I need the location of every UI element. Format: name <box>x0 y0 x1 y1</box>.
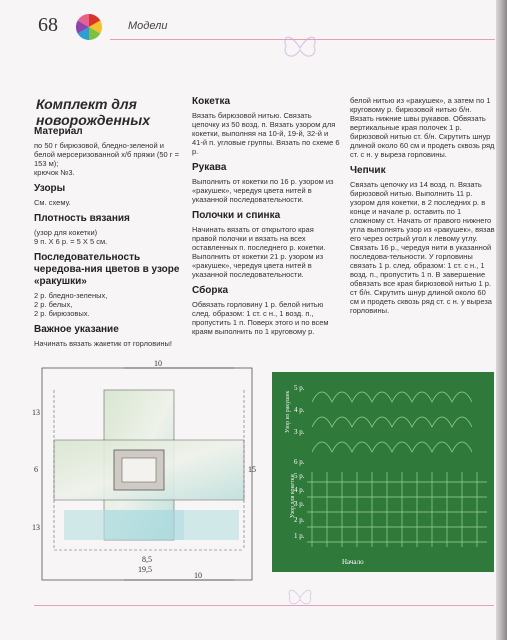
start-label: Начало <box>342 558 364 566</box>
row-label: 4 р. <box>294 406 305 414</box>
row-label: 4 р. <box>294 486 305 494</box>
row-label: 3 р. <box>294 428 305 436</box>
row-label: 5 р. <box>294 384 305 392</box>
text-block <box>34 213 182 246</box>
yarn-ball-logo <box>76 14 102 40</box>
column-bonnet <box>350 96 495 321</box>
block-heading: Плотность вязания <box>34 213 130 224</box>
crochet-chart <box>272 372 494 572</box>
scheme-label-yoke: Узор для кокетки <box>290 474 296 518</box>
text-block <box>192 210 340 279</box>
scheme-label-shells: Узор из ракушек <box>285 390 291 433</box>
block-heading: Полочки и спинка <box>192 210 281 221</box>
dimension-label: 19,5 <box>138 565 152 574</box>
block-heading: Чепчик <box>350 165 386 176</box>
block-heading: Последовательность чередова-ния цветов в узоре «ракушки» <box>34 252 180 287</box>
block-text: Связать цепочку из 14 возд. п. Вязать бирюзовой нитью. Выполнить 11 р. узором для кокетки, в 2 последних р. в конце и начале р. оставить по 1 сложному ст. Начать от правого нижнего угла выполнять узор из «ракушек», вязав его через острый угол к левому углу. Связать 16 р., чередуя нити в указанной последова-тельности. У горловины связать 1 р. след. образом: 1 ст. с н., 1 возд. п., пропустить 1 п. В завершение обвязать все края бирюзовой нитью 1 р. ст б/н. Скрутить шнур длиной около 60 см и продеть сквозь ряд ст. с н. у выреза горловины. <box>350 180 495 315</box>
block-text: по 50 г бирюзовой, бледно-зеленой и белой мерсеризованной х/б пряжи (50 г = 153 м); крючок №3. <box>34 141 179 177</box>
block-text: (узор для кокетки) 9 п. Х 6 р. = 5 Х 5 см. <box>34 228 108 246</box>
text-block <box>350 96 495 159</box>
column-instructions <box>192 96 340 342</box>
text-block <box>34 183 182 207</box>
page-edge <box>496 0 507 640</box>
butterfly-icon <box>280 30 320 66</box>
row-label: 6 р. <box>294 458 305 466</box>
block-text: Начинать вязать жакетик от горловины! <box>34 339 172 348</box>
text-block <box>192 162 340 204</box>
section-label: Модели <box>128 20 168 32</box>
butterfly-icon <box>285 585 315 611</box>
row-label: 3 р. <box>294 500 305 508</box>
dimension-label: 15 <box>248 465 256 474</box>
block-text: См. схему. <box>34 198 71 207</box>
text-block <box>34 126 182 177</box>
row-label: 1 р. <box>294 532 305 540</box>
block-text: Вязать бирюзовой нитью. Связать цепочку из 50 возд. п. Вязать узором для кокетки, выполняя на 10-й, 19-й, 32-й и 41-й п. угловые группы. Вязать по схеме 6 р. <box>192 111 340 156</box>
block-text: Выполнить от кокетки по 16 р. узором из «ракушек», чередуя цвета нитей в указанной последовательности. <box>192 177 334 204</box>
text-block <box>34 324 182 348</box>
block-heading: Материал <box>34 126 83 137</box>
dimension-label: 13 <box>32 523 40 532</box>
block-text: Обвязать горловину 1 р. белой нитью след. образом: 1 ст. с н., 1 возд. п., пропустить 1 п. Поверх этого и по всем краям выполнить по 1 круговому р. <box>192 300 329 336</box>
dimension-label: 13 <box>32 408 40 417</box>
block-text: Начинать вязать от открытого края правой полочки и вязать на всех оставленных п. последнего р. кокетки. Выполнить от кокетки 21 р. узором из «ракушек», чередуя цвета нитей в указанной последовательности. <box>192 225 326 279</box>
row-label: 5 р. <box>294 472 305 480</box>
block-heading: Рукава <box>192 162 227 173</box>
block-text: 2 р. бледно-зеленых, 2 р. белых, 2 р. бирюзовых. <box>34 291 108 318</box>
block-heading: Сборка <box>192 285 229 296</box>
dimension-label: 10 <box>194 571 202 580</box>
page-title: Комплект для новорожденных <box>36 96 150 128</box>
dimension-label: 8,5 <box>142 555 152 564</box>
block-text: белой нитью из «ракушек», а затем по 1 круговому р. бирюзовой нитью б/н. Вязать нижние швы рукавов. Обвязать вертикальные края полочек 1 р. бирюзовой нитью ст. б/н. Скрутить шнур длиной около 60 см и продеть сквозь ряд ст. с н. у выреза горловины. <box>350 96 495 159</box>
footer-rule <box>34 605 494 606</box>
dimension-label: 10 <box>154 359 162 368</box>
page-number: 68 <box>38 14 58 36</box>
text-block <box>350 165 495 315</box>
garment-pattern-diagram <box>34 360 260 590</box>
column-materials <box>34 126 182 354</box>
text-block <box>192 96 340 156</box>
row-label: 2 р. <box>294 516 305 524</box>
block-heading: Кокетка <box>192 96 231 107</box>
text-block <box>34 252 182 318</box>
block-heading: Важное указание <box>34 324 119 335</box>
block-heading: Узоры <box>34 183 66 194</box>
text-block <box>192 285 340 336</box>
dimension-label: 6 <box>34 465 38 474</box>
